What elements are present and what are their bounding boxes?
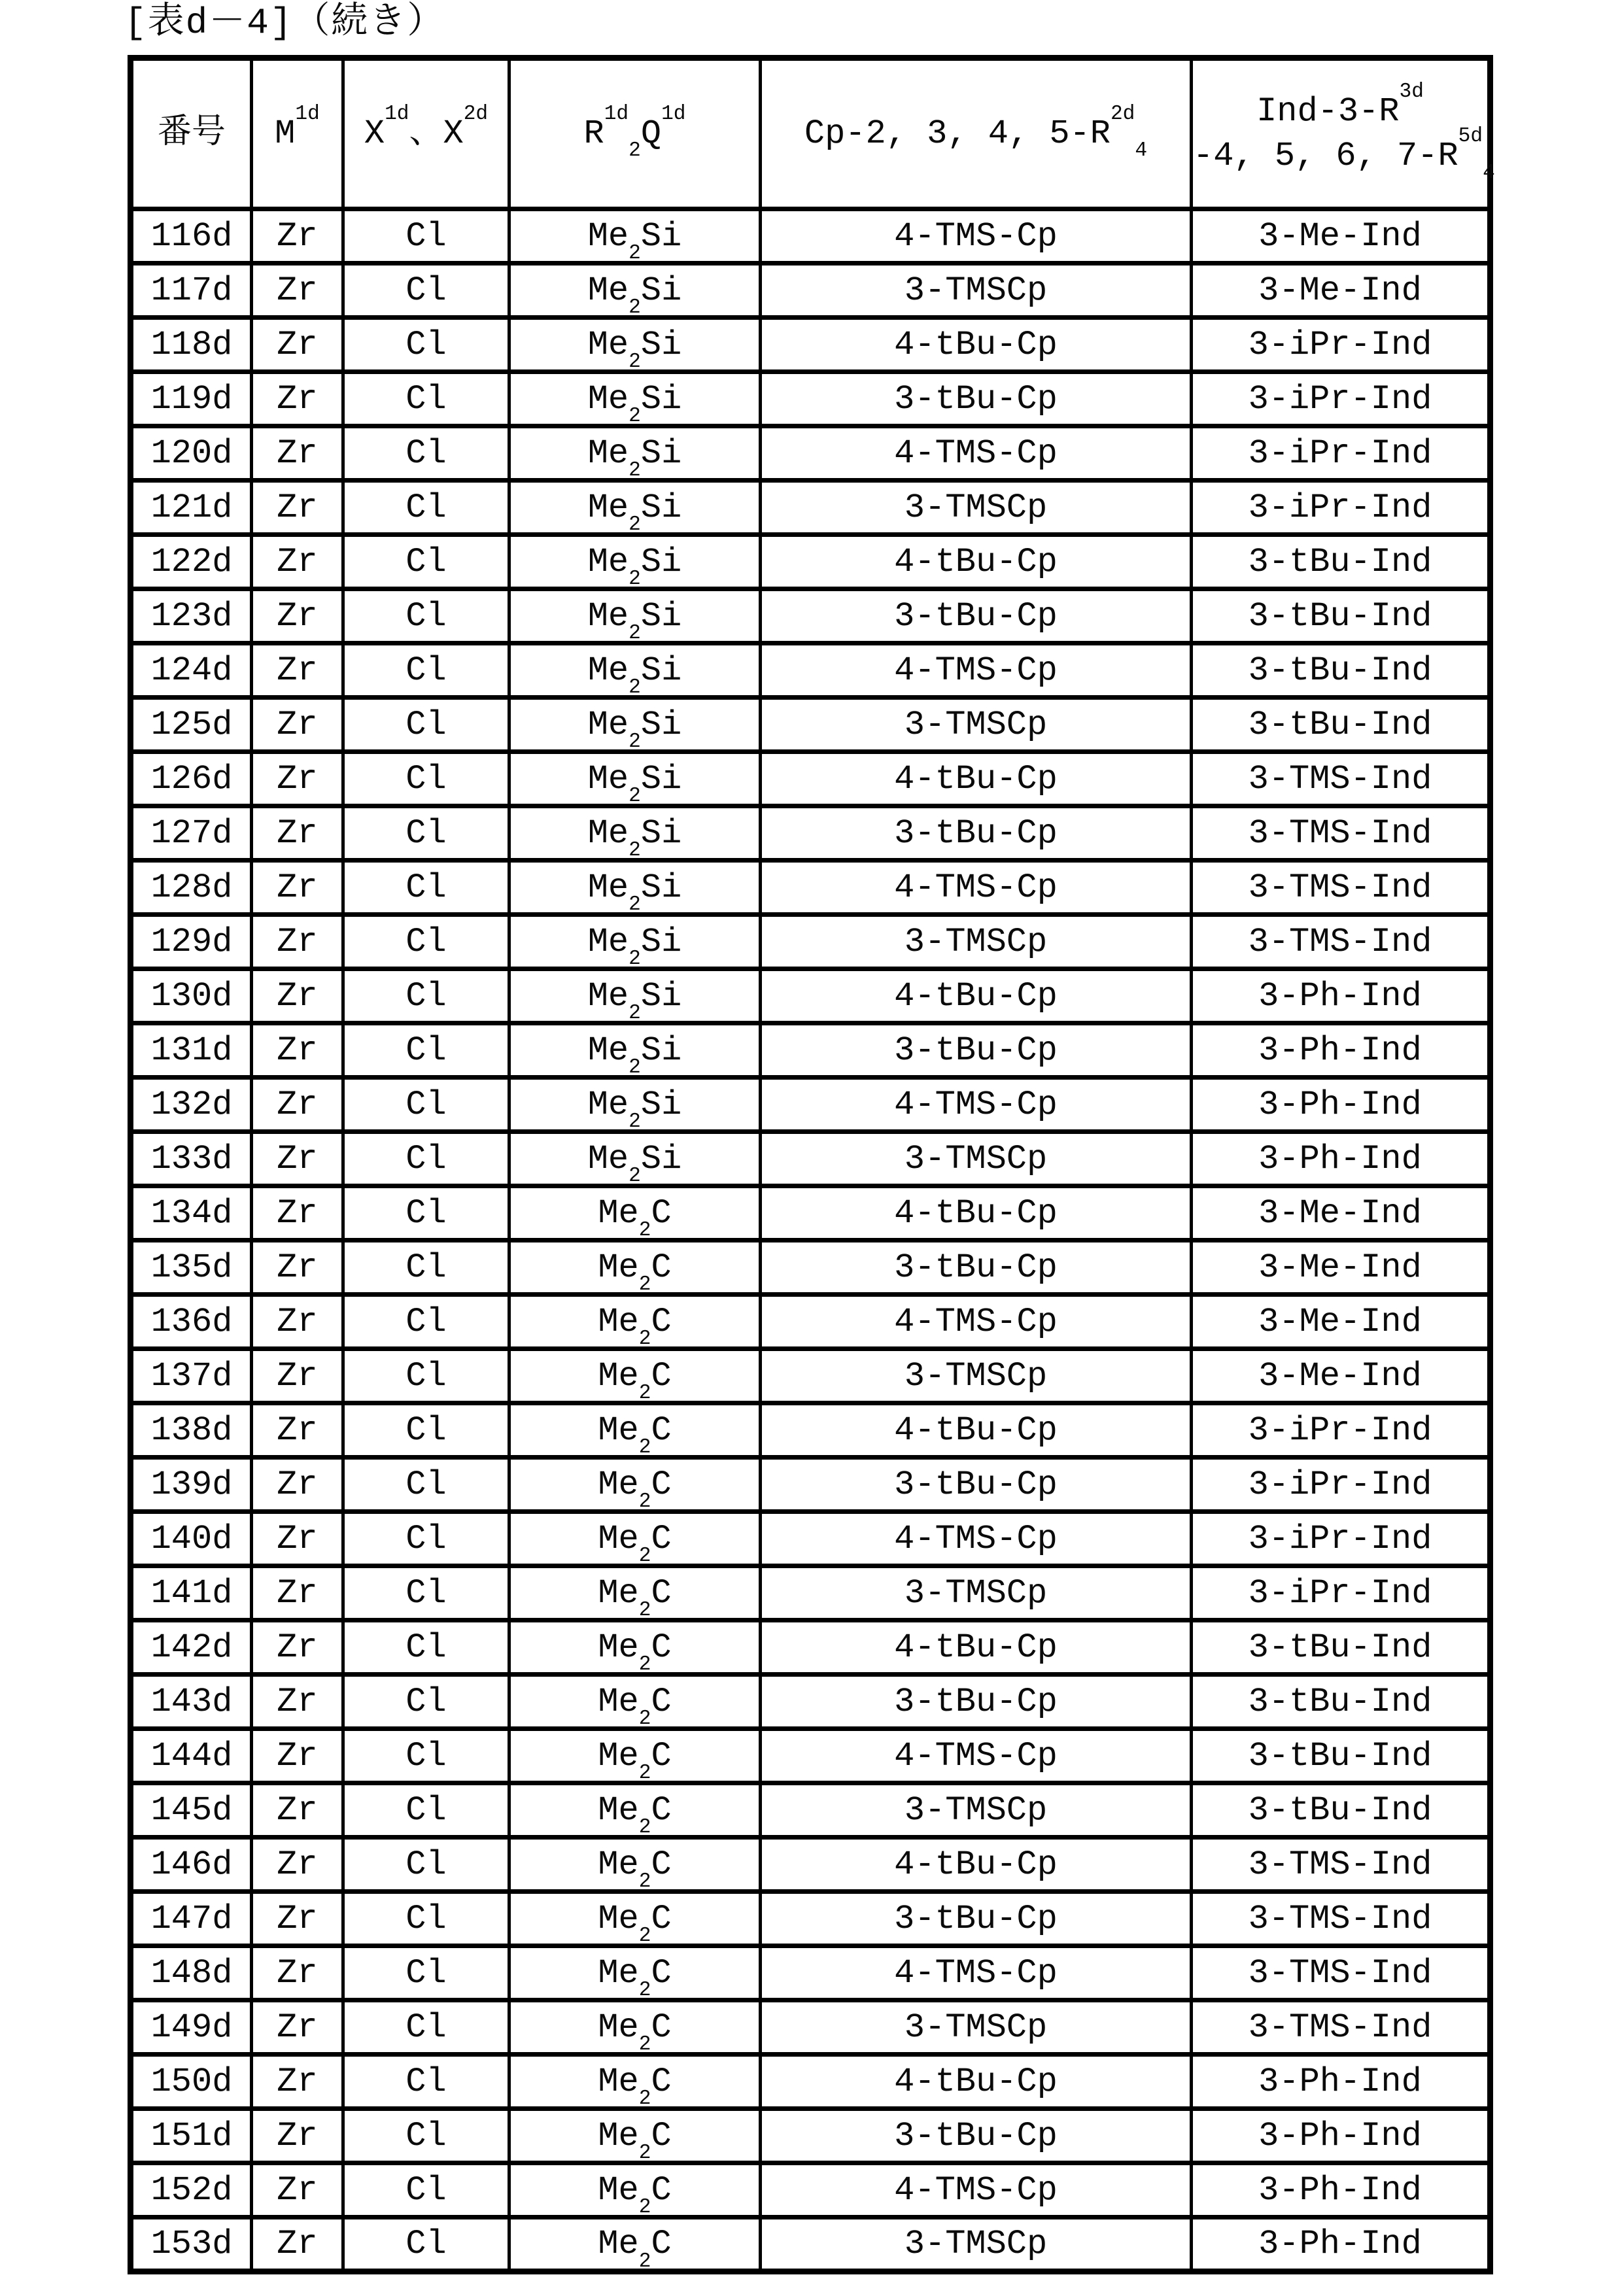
cell-bridge: $Me_2C$ xyxy=(509,1349,761,1403)
cell-halogen: Cl xyxy=(343,969,509,1023)
table-row xyxy=(131,969,1491,1023)
cell-bridge: $Me_2Si$ xyxy=(509,1023,761,1078)
cell-metal: Zr xyxy=(252,1566,343,1620)
cell-metal: Zr xyxy=(252,752,343,806)
cell-cp: 3-tBu-Cp xyxy=(761,1675,1192,1729)
cell-metal: Zr xyxy=(252,2055,343,2109)
cell-bridge: $Me_2C$ xyxy=(509,1241,761,1295)
cell-number: 116d xyxy=(131,209,252,264)
cell-metal: Zr xyxy=(252,1078,343,1132)
table-row xyxy=(131,209,1491,264)
cell-bridge: $Me_2Si$ xyxy=(509,698,761,752)
col-header-number xyxy=(131,58,252,209)
cell-metal: Zr xyxy=(252,1023,343,1078)
cell-halogen: Cl xyxy=(343,426,509,481)
cell-metal: Zr xyxy=(252,1838,343,1892)
cell-metal: Zr xyxy=(252,2218,343,2272)
cell-metal: Zr xyxy=(252,1458,343,1512)
cell-bridge: $Me_2Si$ xyxy=(509,915,761,969)
cell-number: 145d xyxy=(131,1783,252,1838)
cell-bridge: $Me_2C$ xyxy=(509,2055,761,2109)
cell-halogen: Cl xyxy=(343,209,509,264)
cell-number: 143d xyxy=(131,1675,252,1729)
cell-bridge: $Me_2C$ xyxy=(509,2000,761,2055)
cell-halogen: Cl xyxy=(343,1241,509,1295)
cell-halogen: Cl xyxy=(343,2000,509,2055)
cell-ind: 3-TMS-Ind xyxy=(1192,861,1491,915)
cell-number: 128d xyxy=(131,861,252,915)
cell-cp: 4-TMS-Cp xyxy=(761,2163,1192,2218)
table-row xyxy=(131,915,1491,969)
cell-number: 152d xyxy=(131,2163,252,2218)
cell-number: 144d xyxy=(131,1729,252,1783)
cell-number: 146d xyxy=(131,1838,252,1892)
cell-number: 121d xyxy=(131,481,252,535)
cell-ind: 3-TMS-Ind xyxy=(1192,1838,1491,1892)
cell-bridge: $Me_2Si$ xyxy=(509,264,761,318)
table-row xyxy=(131,1186,1491,1241)
compound-table xyxy=(128,55,1493,2274)
col-header-label: $R^{1d}_2Q^{1d}$ xyxy=(583,103,686,163)
col-header-label: $X^{1d}$、$X^{2d}$ xyxy=(364,103,489,153)
cell-metal: Zr xyxy=(252,1783,343,1838)
cell-cp: 3-tBu-Cp xyxy=(761,589,1192,643)
cell-bridge: $Me_2C$ xyxy=(509,1675,761,1729)
cell-metal: Zr xyxy=(252,535,343,589)
cell-ind: 3-iPr-Ind xyxy=(1192,372,1491,426)
cell-number: 142d xyxy=(131,1620,252,1675)
cell-halogen: Cl xyxy=(343,1783,509,1838)
cell-cp: 4-TMS-Cp xyxy=(761,1512,1192,1566)
table-row xyxy=(131,806,1491,861)
cell-metal: Zr xyxy=(252,2163,343,2218)
cell-number: 140d xyxy=(131,1512,252,1566)
cell-ind: 3-iPr-Ind xyxy=(1192,481,1491,535)
table-row xyxy=(131,1512,1491,1566)
cell-ind: 3-iPr-Ind xyxy=(1192,1566,1491,1620)
table-row xyxy=(131,1729,1491,1783)
cell-metal: Zr xyxy=(252,806,343,861)
cell-number: 135d xyxy=(131,1241,252,1295)
cell-metal: Zr xyxy=(252,1349,343,1403)
table-row xyxy=(131,2109,1491,2163)
cell-number: 137d xyxy=(131,1349,252,1403)
cell-metal: Zr xyxy=(252,1241,343,1295)
cell-halogen: Cl xyxy=(343,1132,509,1186)
cell-cp: 3-tBu-Cp xyxy=(761,1023,1192,1078)
cell-metal: Zr xyxy=(252,1132,343,1186)
cell-halogen: Cl xyxy=(343,1946,509,2000)
table-row xyxy=(131,1946,1491,2000)
cell-bridge: $Me_2C$ xyxy=(509,1458,761,1512)
table-body xyxy=(131,209,1491,2272)
cell-cp: 4-TMS-Cp xyxy=(761,1078,1192,1132)
cell-bridge: $Me_2C$ xyxy=(509,2109,761,2163)
cell-ind: 3-Me-Ind xyxy=(1192,209,1491,264)
cell-bridge: $Me_2C$ xyxy=(509,1620,761,1675)
cell-metal: Zr xyxy=(252,2000,343,2055)
cell-number: 138d xyxy=(131,1403,252,1458)
cell-halogen: Cl xyxy=(343,698,509,752)
table-row xyxy=(131,1566,1491,1620)
cell-number: 141d xyxy=(131,1566,252,1620)
cell-halogen: Cl xyxy=(343,264,509,318)
table-row xyxy=(131,1295,1491,1349)
cell-metal: Zr xyxy=(252,426,343,481)
table-row xyxy=(131,1458,1491,1512)
cell-cp: 4-TMS-Cp xyxy=(761,209,1192,264)
cell-bridge: $Me_2Si$ xyxy=(509,643,761,698)
col-header-halogen xyxy=(343,58,509,209)
cell-ind: 3-TMS-Ind xyxy=(1192,752,1491,806)
cell-metal: Zr xyxy=(252,1946,343,2000)
cell-halogen: Cl xyxy=(343,1186,509,1241)
cell-number: 130d xyxy=(131,969,252,1023)
cell-cp: 4-tBu-Cp xyxy=(761,1403,1192,1458)
cell-cp: 3-TMSCp xyxy=(761,2218,1192,2272)
cell-halogen: Cl xyxy=(343,1403,509,1458)
cell-ind: 3-Ph-Ind xyxy=(1192,1078,1491,1132)
cell-cp: 4-tBu-Cp xyxy=(761,1838,1192,1892)
cell-halogen: Cl xyxy=(343,1675,509,1729)
cell-bridge: $Me_2C$ xyxy=(509,1403,761,1458)
cell-ind: 3-iPr-Ind xyxy=(1192,426,1491,481)
cell-cp: 4-tBu-Cp xyxy=(761,535,1192,589)
cell-metal: Zr xyxy=(252,1512,343,1566)
cell-metal: Zr xyxy=(252,1295,343,1349)
cell-bridge: $Me_2Si$ xyxy=(509,535,761,589)
table-row xyxy=(131,2218,1491,2272)
table-row xyxy=(131,2163,1491,2218)
cell-ind: 3-TMS-Ind xyxy=(1192,1946,1491,2000)
cell-number: 148d xyxy=(131,1946,252,2000)
cell-halogen: Cl xyxy=(343,1620,509,1675)
table-row xyxy=(131,698,1491,752)
cell-cp: 3-TMSCp xyxy=(761,264,1192,318)
table-row xyxy=(131,752,1491,806)
cell-ind: 3-Me-Ind xyxy=(1192,1295,1491,1349)
cell-halogen: Cl xyxy=(343,318,509,372)
cell-number: 123d xyxy=(131,589,252,643)
cell-number: 127d xyxy=(131,806,252,861)
cell-metal: Zr xyxy=(252,1403,343,1458)
col-header-label: $M^{1d}$ xyxy=(275,103,320,153)
cell-ind: 3-TMS-Ind xyxy=(1192,806,1491,861)
cell-metal: Zr xyxy=(252,264,343,318)
cell-metal: Zr xyxy=(252,1620,343,1675)
col-header-bridge xyxy=(509,58,761,209)
cell-cp: 3-TMSCp xyxy=(761,481,1192,535)
cell-bridge: $Me_2C$ xyxy=(509,1566,761,1620)
cell-cp: 4-TMS-Cp xyxy=(761,1946,1192,2000)
table-caption: [表d－4]（続き） xyxy=(124,2,445,44)
cell-cp: 4-tBu-Cp xyxy=(761,969,1192,1023)
cell-cp: 3-tBu-Cp xyxy=(761,1892,1192,1946)
cell-cp: 3-tBu-Cp xyxy=(761,806,1192,861)
cell-bridge: $Me_2Si$ xyxy=(509,372,761,426)
cell-bridge: $Me_2Si$ xyxy=(509,426,761,481)
table-row xyxy=(131,2000,1491,2055)
cell-cp: 3-TMSCp xyxy=(761,1566,1192,1620)
cell-ind: 3-tBu-Ind xyxy=(1192,1783,1491,1838)
cell-metal: Zr xyxy=(252,209,343,264)
cell-metal: Zr xyxy=(252,1186,343,1241)
col-header-label: Cp-2, 3, 4, $5-R^{2d}_4$ xyxy=(804,103,1148,163)
cell-halogen: Cl xyxy=(343,1838,509,1892)
cell-number: 133d xyxy=(131,1132,252,1186)
cell-cp: 4-TMS-Cp xyxy=(761,426,1192,481)
cell-number: 139d xyxy=(131,1458,252,1512)
cell-bridge: $Me_2Si$ xyxy=(509,318,761,372)
cell-ind: 3-tBu-Ind xyxy=(1192,698,1491,752)
cell-bridge: $Me_2C$ xyxy=(509,2218,761,2272)
cell-cp: 4-TMS-Cp xyxy=(761,643,1192,698)
cell-number: 150d xyxy=(131,2055,252,2109)
table-row xyxy=(131,372,1491,426)
col-header-label: 番号 xyxy=(157,114,226,153)
cell-number: 132d xyxy=(131,1078,252,1132)
cell-cp: 3-TMSCp xyxy=(761,1132,1192,1186)
table-row xyxy=(131,1620,1491,1675)
cell-metal: Zr xyxy=(252,915,343,969)
cell-halogen: Cl xyxy=(343,372,509,426)
cell-cp: 3-TMSCp xyxy=(761,915,1192,969)
col-header-metal xyxy=(252,58,343,209)
cell-bridge: $Me_2C$ xyxy=(509,1186,761,1241)
cell-number: 117d xyxy=(131,264,252,318)
cell-halogen: Cl xyxy=(343,481,509,535)
cell-metal: Zr xyxy=(252,698,343,752)
cell-ind: 3-Ph-Ind xyxy=(1192,1023,1491,1078)
cell-bridge: $Me_2Si$ xyxy=(509,1132,761,1186)
cell-halogen: Cl xyxy=(343,806,509,861)
cell-metal: Zr xyxy=(252,969,343,1023)
cell-number: 147d xyxy=(131,1892,252,1946)
cell-number: 118d xyxy=(131,318,252,372)
cell-metal: Zr xyxy=(252,1892,343,1946)
cell-halogen: Cl xyxy=(343,861,509,915)
cell-cp: 3-TMSCp xyxy=(761,2000,1192,2055)
cell-halogen: Cl xyxy=(343,1566,509,1620)
table-row xyxy=(131,1078,1491,1132)
table-row xyxy=(131,1675,1491,1729)
table-row xyxy=(131,318,1491,372)
cell-number: 124d xyxy=(131,643,252,698)
cell-halogen: Cl xyxy=(343,1349,509,1403)
cell-number: 134d xyxy=(131,1186,252,1241)
cell-bridge: $Me_2Si$ xyxy=(509,861,761,915)
cell-halogen: Cl xyxy=(343,2218,509,2272)
cell-halogen: Cl xyxy=(343,752,509,806)
cell-bridge: $Me_2C$ xyxy=(509,1729,761,1783)
col-header-cp xyxy=(761,58,1192,209)
cell-bridge: $Me_2C$ xyxy=(509,1295,761,1349)
cell-ind: 3-Me-Ind xyxy=(1192,1241,1491,1295)
cell-metal: Zr xyxy=(252,481,343,535)
header-row xyxy=(131,58,1491,209)
cell-halogen: Cl xyxy=(343,915,509,969)
table-row xyxy=(131,264,1491,318)
table-row xyxy=(131,1023,1491,1078)
cell-ind: 3-iPr-Ind xyxy=(1192,1458,1491,1512)
cell-number: 119d xyxy=(131,372,252,426)
cell-halogen: Cl xyxy=(343,2055,509,2109)
cell-number: 129d xyxy=(131,915,252,969)
cell-ind: 3-tBu-Ind xyxy=(1192,1675,1491,1729)
table-row xyxy=(131,1892,1491,1946)
cell-halogen: Cl xyxy=(343,643,509,698)
cell-ind: 3-iPr-Ind xyxy=(1192,1512,1491,1566)
cell-bridge: $Me_2Si$ xyxy=(509,589,761,643)
cell-number: 122d xyxy=(131,535,252,589)
cell-halogen: Cl xyxy=(343,1729,509,1783)
cell-ind: 3-TMS-Ind xyxy=(1192,1892,1491,1946)
cell-metal: Zr xyxy=(252,2109,343,2163)
cell-ind: 3-tBu-Ind xyxy=(1192,535,1491,589)
cell-bridge: $Me_2Si$ xyxy=(509,752,761,806)
cell-number: 149d xyxy=(131,2000,252,2055)
cell-ind: 3-Ph-Ind xyxy=(1192,969,1491,1023)
cell-ind: 3-Me-Ind xyxy=(1192,1349,1491,1403)
cell-ind: 3-iPr-Ind xyxy=(1192,318,1491,372)
cell-cp: 3-tBu-Cp xyxy=(761,2109,1192,2163)
cell-cp: 3-TMSCp xyxy=(761,698,1192,752)
cell-cp: 3-TMSCp xyxy=(761,1783,1192,1838)
cell-number: 153d xyxy=(131,2218,252,2272)
cell-halogen: Cl xyxy=(343,1458,509,1512)
cell-metal: Zr xyxy=(252,643,343,698)
table-row xyxy=(131,1349,1491,1403)
cell-ind: 3-Ph-Ind xyxy=(1192,2163,1491,2218)
cell-number: 131d xyxy=(131,1023,252,1078)
cell-ind: 3-tBu-Ind xyxy=(1192,1620,1491,1675)
cell-number: 151d xyxy=(131,2109,252,2163)
cell-ind: 3-tBu-Ind xyxy=(1192,643,1491,698)
table-row xyxy=(131,1241,1491,1295)
cell-bridge: $Me_2C$ xyxy=(509,1783,761,1838)
cell-ind: 3-Me-Ind xyxy=(1192,1186,1491,1241)
cell-bridge: $Me_2Si$ xyxy=(509,481,761,535)
cell-ind: 3-iPr-Ind xyxy=(1192,1403,1491,1458)
cell-metal: Zr xyxy=(252,372,343,426)
cell-cp: 3-tBu-Cp xyxy=(761,1458,1192,1512)
table-header xyxy=(131,58,1495,209)
table-row xyxy=(131,481,1491,535)
cell-cp: 3-TMSCp xyxy=(761,1349,1192,1403)
table-row xyxy=(131,1783,1491,1838)
cell-metal: Zr xyxy=(252,318,343,372)
cell-number: 126d xyxy=(131,752,252,806)
cell-halogen: Cl xyxy=(343,589,509,643)
cell-bridge: $Me_2C$ xyxy=(509,2163,761,2218)
cell-metal: Zr xyxy=(252,861,343,915)
cell-bridge: $Me_2C$ xyxy=(509,1892,761,1946)
cell-bridge: $Me_2Si$ xyxy=(509,1078,761,1132)
cell-bridge: $Me_2Si$ xyxy=(509,209,761,264)
cell-halogen: Cl xyxy=(343,2109,509,2163)
cell-ind: 3-TMS-Ind xyxy=(1192,915,1491,969)
col-header-label-line1: Ind-$3-R^{3d}$ xyxy=(1256,80,1424,131)
cell-ind: 3-tBu-Ind xyxy=(1192,1729,1491,1783)
cell-ind: 3-tBu-Ind xyxy=(1192,589,1491,643)
cell-bridge: $Me_2C$ xyxy=(509,1946,761,2000)
cell-ind: 3-Ph-Ind xyxy=(1192,1132,1491,1186)
col-header-label-line2: -4, 5, 6, $7-R^{5d}_4$ xyxy=(1193,125,1495,185)
table-row xyxy=(131,535,1491,589)
cell-number: 120d xyxy=(131,426,252,481)
cell-ind: 3-Ph-Ind xyxy=(1192,2055,1491,2109)
cell-bridge: $Me_2C$ xyxy=(509,1838,761,1892)
cell-metal: Zr xyxy=(252,1729,343,1783)
cell-ind: 3-Me-Ind xyxy=(1192,264,1491,318)
table-row xyxy=(131,1132,1491,1186)
cell-bridge: $Me_2Si$ xyxy=(509,969,761,1023)
cell-cp: 4-tBu-Cp xyxy=(761,752,1192,806)
cell-number: 136d xyxy=(131,1295,252,1349)
cell-ind: 3-Ph-Ind xyxy=(1192,2218,1491,2272)
table-row xyxy=(131,643,1491,698)
cell-cp: 4-TMS-Cp xyxy=(761,861,1192,915)
table-row xyxy=(131,589,1491,643)
cell-halogen: Cl xyxy=(343,535,509,589)
table-row xyxy=(131,426,1491,481)
cell-halogen: Cl xyxy=(343,1512,509,1566)
cell-halogen: Cl xyxy=(343,1295,509,1349)
cell-cp: 4-tBu-Cp xyxy=(761,318,1192,372)
cell-cp: 4-tBu-Cp xyxy=(761,1620,1192,1675)
cell-cp: 4-tBu-Cp xyxy=(761,2055,1192,2109)
cell-cp: 4-TMS-Cp xyxy=(761,1729,1192,1783)
cell-cp: 3-tBu-Cp xyxy=(761,372,1192,426)
cell-halogen: Cl xyxy=(343,1892,509,1946)
col-header-ind xyxy=(1192,58,1495,209)
cell-halogen: Cl xyxy=(343,2163,509,2218)
cell-halogen: Cl xyxy=(343,1078,509,1132)
cell-ind: 3-TMS-Ind xyxy=(1192,2000,1491,2055)
cell-metal: Zr xyxy=(252,589,343,643)
table-row xyxy=(131,2055,1491,2109)
table-row xyxy=(131,1838,1491,1892)
cell-halogen: Cl xyxy=(343,1023,509,1078)
cell-cp: 4-tBu-Cp xyxy=(761,1186,1192,1241)
table-row xyxy=(131,861,1491,915)
cell-number: 125d xyxy=(131,698,252,752)
cell-cp: 4-TMS-Cp xyxy=(761,1295,1192,1349)
cell-cp: 3-tBu-Cp xyxy=(761,1241,1192,1295)
cell-bridge: $Me_2Si$ xyxy=(509,806,761,861)
table-row xyxy=(131,1403,1491,1458)
cell-bridge: $Me_2C$ xyxy=(509,1512,761,1566)
cell-metal: Zr xyxy=(252,1675,343,1729)
cell-ind: 3-Ph-Ind xyxy=(1192,2109,1491,2163)
